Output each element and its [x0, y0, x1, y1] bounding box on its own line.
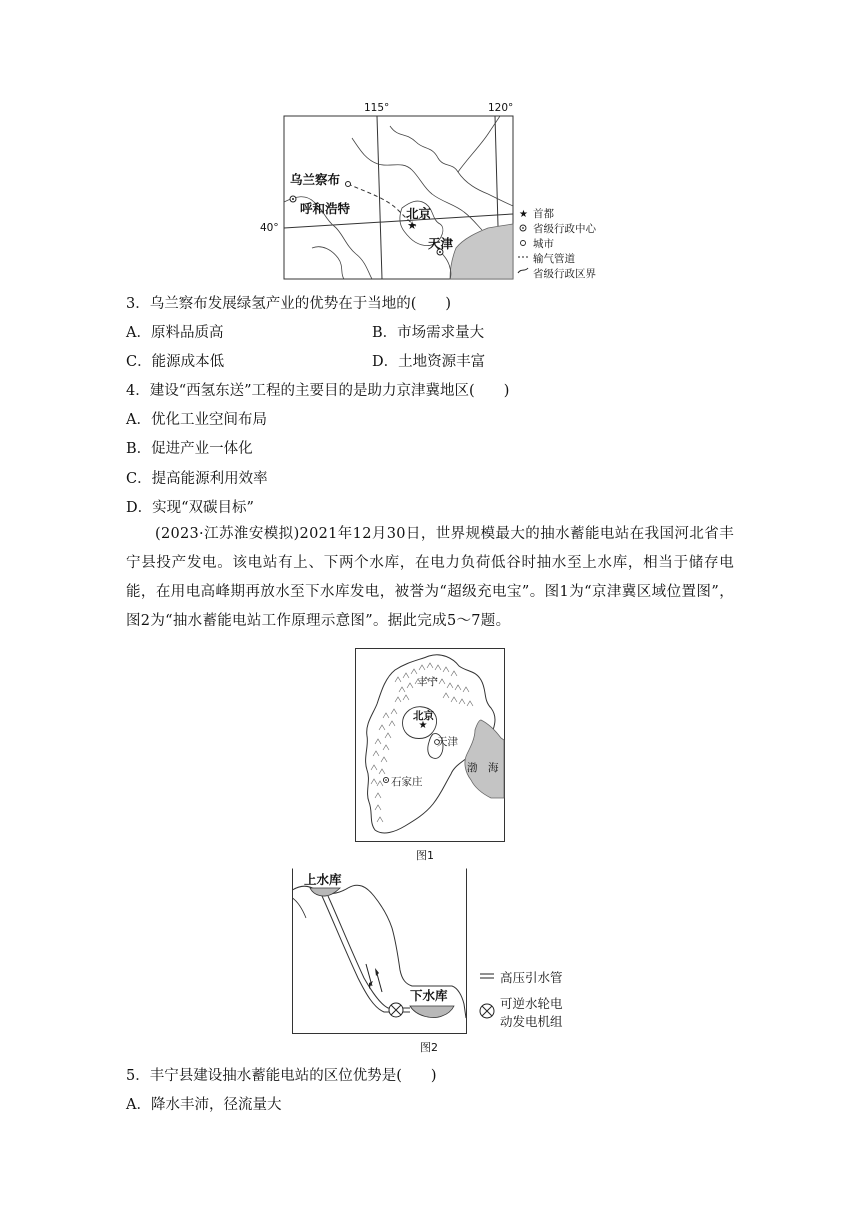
fig1-sea: 渤 海	[467, 762, 499, 774]
fig1-beijing: 北京	[413, 710, 434, 722]
city-wulanchabu: 乌兰察布	[290, 172, 341, 187]
city-beijing: 北京	[406, 206, 432, 221]
fig2-legend-turbine-line1: 可逆水轮电	[500, 996, 563, 1011]
lon-115-label: 115°	[364, 102, 390, 114]
intro-paragraph: (2023·江苏淮安模拟)2021年12月30日，世界规模最大的抽水蓄能电站在我国河北省丰宁县投产发电。该电站有上、下两个水库，在电力负荷低谷时抽水至上水库，相当于储存电能，在用电高峰期再放水至下水库发电，被誉为“超级充电宝”。图1为“京津冀区域位置图”，图2为“抽水蓄能电站工作原理示意图”。据此完成5～7题。	[126, 526, 734, 629]
question-3-option-c: C．能源成本低	[126, 354, 225, 370]
lon-120-label: 120°	[488, 102, 514, 114]
question-3-stem: 3．乌兰察布发展绿氢产业的优势在于当地的( )	[126, 296, 452, 312]
fig2-upper-reservoir: 上水库	[304, 872, 342, 887]
question-3-option-d: D．土地资源丰富	[372, 354, 486, 370]
capital-star-icon: ★	[407, 219, 417, 232]
figure-2-caption: 图2	[420, 1041, 438, 1054]
question-4-stem: 4．建设“西氢东送”工程的主要目的是助力京津冀地区( )	[126, 383, 510, 399]
question-4-option-a: A．优化工业空间布局	[126, 412, 267, 428]
legend-capital: 首都	[533, 208, 554, 220]
fig1-fengning: 丰宁	[417, 676, 438, 688]
city-tianjin: 天津	[428, 236, 454, 251]
fig1-shijiazhuang: 石家庄	[391, 776, 423, 788]
question-5-stem: 5．丰宁县建设抽水蓄能电站的区位优势是( )	[126, 1068, 437, 1084]
figure-1-caption: 图1	[416, 849, 434, 862]
question-4-option-b: B．促进产业一体化	[126, 441, 253, 457]
fig1-capital-star-icon: ★	[418, 720, 428, 731]
map-west-hydrogen-graphic	[282, 98, 642, 284]
legend-city: 城市	[533, 238, 554, 250]
question-4-option-c: C．提高能源利用效率	[126, 471, 268, 487]
question-3-option-a: A．原料品质高	[126, 325, 224, 341]
map-west-hydrogen	[260, 98, 642, 284]
fig2-lower-reservoir: 下水库	[410, 988, 448, 1003]
legend-provincial-center: 省级行政中心	[533, 223, 596, 235]
city-huhehaote: 呼和浩特	[300, 201, 351, 216]
legend-boundary: 省级行政区界	[533, 268, 596, 280]
question-4-option-d: D．实现“双碳目标”	[126, 500, 254, 516]
legend-pipeline: 输气管道	[533, 253, 575, 265]
fig1-tianjin: 天津	[437, 736, 458, 748]
fig2-legend-turbine-line2: 动发电机组	[500, 1014, 563, 1029]
question-3-option-b: B．市场需求量大	[372, 325, 485, 341]
question-5-option-a: A．降水丰沛，径流量大	[126, 1097, 282, 1113]
figure-2	[292, 868, 592, 1038]
legend-star-icon: ★	[519, 209, 528, 220]
fig2-legend-pipe: 高压引水管	[500, 970, 563, 985]
figure-1	[355, 648, 505, 844]
lat-40-label: 40°	[260, 222, 279, 234]
